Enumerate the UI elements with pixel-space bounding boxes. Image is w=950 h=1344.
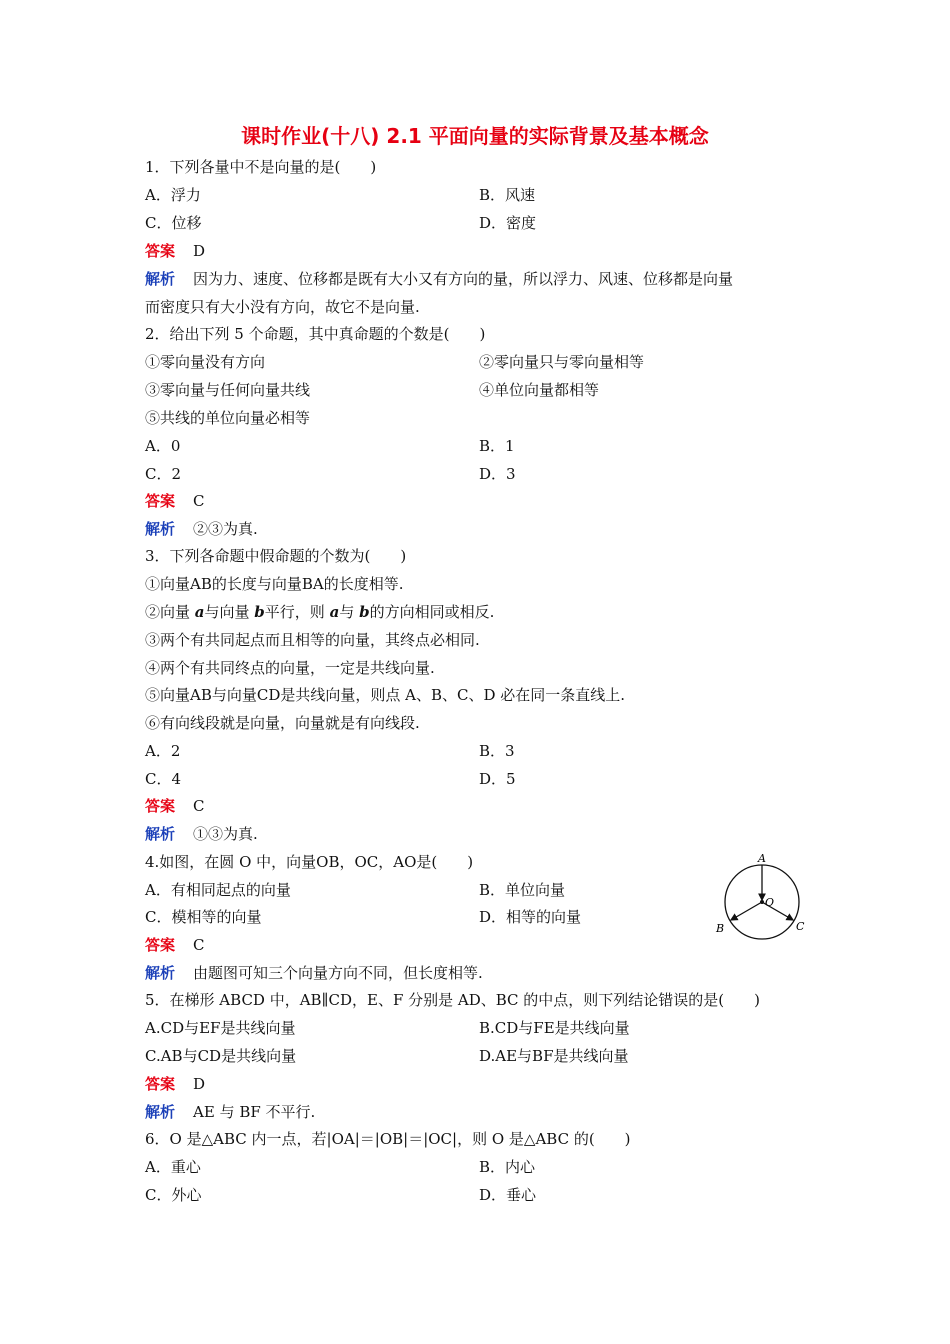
- q3-s2-part: 与: [339, 603, 360, 621]
- q2-answer: [145, 491, 205, 511]
- q3-s2-part: 与向量: [204, 603, 255, 621]
- q3-option-d: D．5: [479, 770, 516, 788]
- q6-stem: 6．O 是△ABC 内一点，若|OA|＝|OB|＝|OC|，则 O 是△ABC 的( ): [145, 1130, 631, 1148]
- q2-explanation-text: ②③为真.: [193, 520, 258, 538]
- vector-b: b: [254, 603, 265, 621]
- q5-stem: 5．在梯形 ABCD 中，AB∥CD，E、F 分别是 AD、BC 的中点，则下列结论错误的是( ): [145, 991, 761, 1009]
- q2-statement-4: ④单位向量都相等: [479, 381, 600, 399]
- q4-answer: [145, 935, 205, 955]
- q6-option-c: C．外心: [145, 1186, 202, 1204]
- q3-explanation-text: ①③为真.: [193, 825, 258, 843]
- answer-label: 答案: [145, 1075, 176, 1093]
- q3-option-c: C．4: [145, 770, 182, 788]
- vector-a: a: [194, 603, 205, 621]
- q2-option-d: D．3: [479, 465, 516, 483]
- q3-statement-6: ⑥有向线段就是向量，向量就是有向线段.: [145, 714, 420, 732]
- explanation-label: 解析: [145, 825, 176, 843]
- q5-explanation: [145, 1102, 315, 1122]
- center-dot: [760, 900, 764, 904]
- q3-s2-part: 平行，则: [264, 603, 330, 621]
- q1-explanation: [145, 269, 733, 289]
- q5-answer-value: D: [193, 1075, 206, 1093]
- q2-option-a: A．0: [145, 437, 181, 455]
- q3-s2-part: ②向量: [145, 603, 195, 621]
- answer-label: 答案: [145, 492, 176, 510]
- q2-stem: 2．给出下列 5 个命题，其中真命题的个数是( ): [145, 325, 486, 343]
- q1-answer-value: D: [193, 242, 206, 260]
- q3-statement-1: ①向量AB的长度与向量BA的长度相等.: [145, 575, 404, 593]
- answer-label: 答案: [145, 797, 176, 815]
- label-c: C: [796, 920, 805, 933]
- q2-statement-3: ③零向量与任何向量共线: [145, 381, 311, 399]
- label-b: B: [716, 922, 725, 935]
- q2-option-c: C．2: [145, 465, 182, 483]
- q3-option-b: B．3: [479, 742, 515, 760]
- q3-statement-3: ③两个有共同起点而且相等的向量，其终点必相同.: [145, 631, 480, 649]
- q3-answer: [145, 796, 205, 816]
- q4-option-a: A．有相同起点的向量: [145, 881, 291, 899]
- q3-explanation: [145, 824, 258, 844]
- q2-statement-1: ①零向量没有方向: [145, 353, 266, 371]
- q4-option-c: C．模相等的向量: [145, 908, 262, 926]
- q6-option-d: D．垂心: [479, 1186, 537, 1204]
- q4-stem: 4.如图，在圆 O 中，向量OB，OC，AO是( ): [145, 853, 474, 871]
- q4-explanation: [145, 963, 483, 983]
- q2-answer-value: C: [193, 492, 205, 510]
- q3-statement-2: [145, 602, 494, 622]
- q1-option-b: B．风速: [479, 186, 536, 204]
- label-o: O: [765, 896, 775, 909]
- q1-stem: 1．下列各量中不是向量的是( ): [145, 158, 377, 176]
- explanation-label: 解析: [145, 270, 176, 288]
- q3-answer-value: C: [193, 797, 205, 815]
- q2-option-b: B．1: [479, 437, 515, 455]
- q1-explanation-line1: 因为力、速度、位移都是既有大小又有方向的量，所以浮力、风速、位移都是向量: [193, 270, 734, 288]
- q6-option-b: B．内心: [479, 1158, 536, 1176]
- q3-s2-part: 的方向相同或相反.: [369, 603, 495, 621]
- answer-label: 答案: [145, 936, 176, 954]
- q5-explanation-text: AE 与 BF 不平行.: [193, 1103, 316, 1121]
- vector-b: b: [359, 603, 370, 621]
- q2-statement-5: ⑤共线的单位向量必相等: [145, 409, 311, 427]
- q3-statement-4: ④两个有共同终点的向量，一定是共线向量.: [145, 659, 435, 677]
- q1-option-d: D．密度: [479, 214, 537, 232]
- explanation-label: 解析: [145, 964, 176, 982]
- q5-option-c: C.AB与CD是共线向量: [145, 1047, 297, 1065]
- vector-a: a: [329, 603, 340, 621]
- q5-option-b: B.CD与FE是共线向量: [479, 1019, 630, 1037]
- q3-statement-5: ⑤向量AB与向量CD是共线向量，则点 A、B、C、D 必在同一条直线上.: [145, 686, 626, 704]
- q5-answer: [145, 1074, 205, 1094]
- q1-option-c: C．位移: [145, 214, 202, 232]
- q5-option-d: D.AE与BF是共线向量: [479, 1047, 629, 1065]
- q6-option-a: A．重心: [145, 1158, 201, 1176]
- q4-option-d: D．相等的向量: [479, 908, 582, 926]
- q1-option-a: A．浮力: [145, 186, 201, 204]
- q1-answer: [145, 241, 205, 261]
- explanation-label: 解析: [145, 1103, 176, 1121]
- label-a: A: [758, 852, 766, 865]
- q4-answer-value: C: [193, 936, 205, 954]
- q4-explanation-text: 由题图可知三个向量方向不同，但长度相等.: [193, 964, 483, 982]
- q3-stem: 3．下列各命题中假命题的个数为( ): [145, 547, 407, 565]
- circle-vector-figure: [712, 848, 812, 940]
- page-title: 课时作业(十八) 2.1 平面向量的实际背景及基本概念: [241, 124, 709, 148]
- q3-option-a: A．2: [145, 742, 181, 760]
- q5-option-a: A.CD与EF是共线向量: [145, 1019, 296, 1037]
- q2-statement-2: ②零向量只与零向量相等: [479, 353, 645, 371]
- q2-explanation: [145, 519, 258, 539]
- answer-label: 答案: [145, 242, 176, 260]
- q1-explanation-line2: 而密度只有大小没有方向，故它不是向量.: [145, 298, 420, 316]
- q4-option-b: B．单位向量: [479, 881, 566, 899]
- vector-ob: [731, 902, 762, 920]
- explanation-label: 解析: [145, 520, 176, 538]
